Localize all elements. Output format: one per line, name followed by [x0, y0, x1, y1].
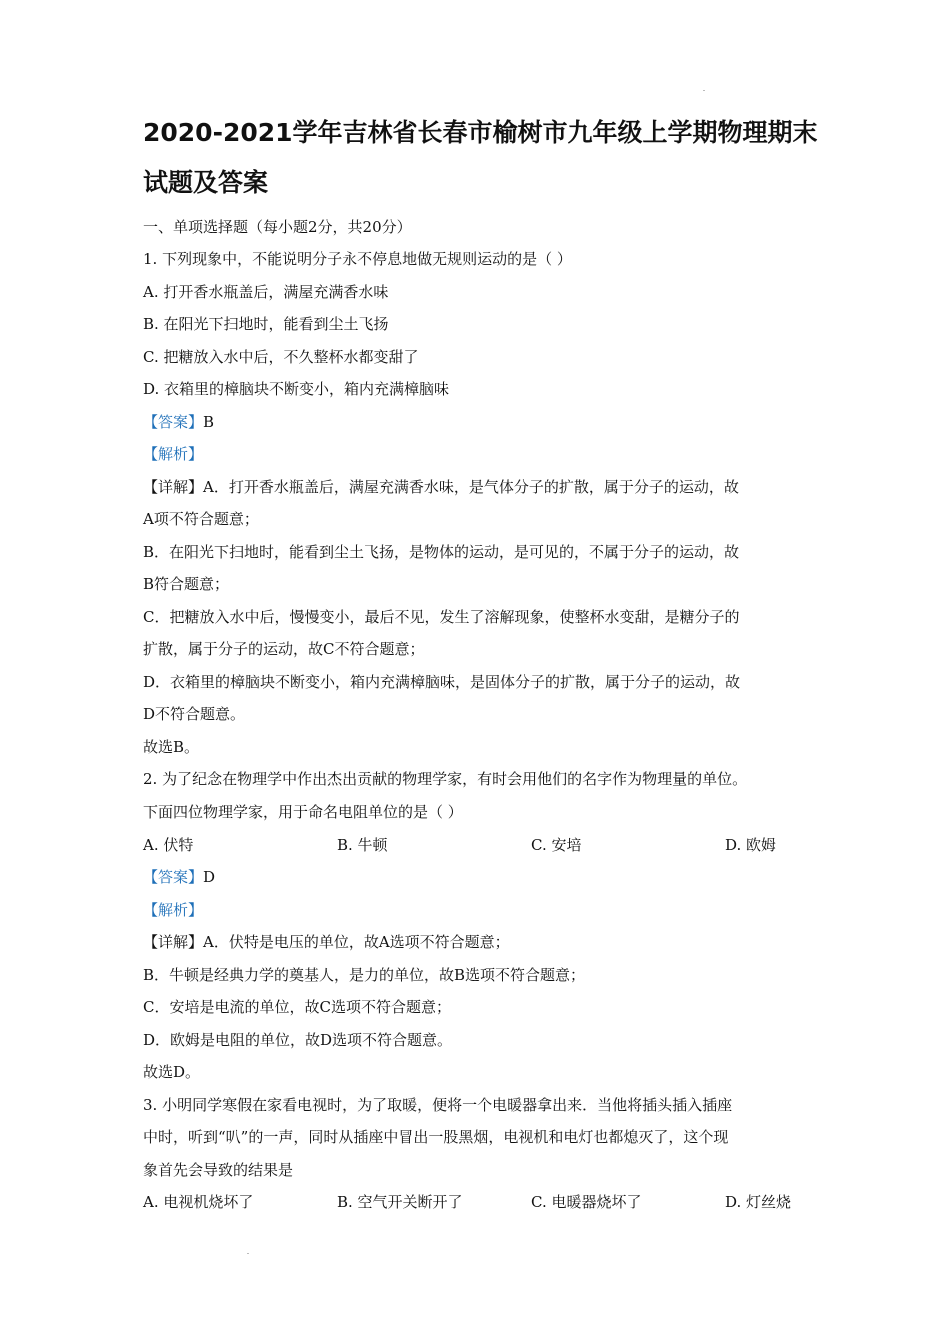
q3-option-a: A. 电视机烧坏了	[143, 1193, 254, 1211]
q1-detail-line: A项不符合题意；	[143, 510, 259, 528]
document-title-line-1: 2020-2021学年吉林省长春市榆树市九年级上学期物理期末	[143, 118, 818, 147]
q2-answer-value: D	[203, 868, 216, 886]
q3-stem-line: 中时，听到“叭”的一声，同时从插座中冒出一股黑烟，电视机和电灯也都熄灭了，这个现	[143, 1128, 729, 1146]
q2-option-a: A. 伏特	[143, 836, 194, 854]
section-heading: 一、单项选择题（每小题2分，共20分）	[143, 218, 412, 236]
detail-tag: 【详解】	[143, 478, 204, 496]
q3-stem-line: 象首先会导致的结果是	[143, 1161, 294, 1179]
q1-detail-line	[143, 476, 739, 498]
q1-option-b: B. 在阳光下扫地时，能看到尘土飞扬	[143, 315, 389, 333]
q3-option-d: D. 灯丝烧	[725, 1193, 792, 1211]
q1-detail-text: A．打开香水瓶盖后，满屋充满香水味，是气体分子的扩散，属于分子的运动，故	[203, 478, 739, 496]
q2-option-b: B. 牛顿	[337, 836, 388, 854]
scan-speck	[703, 90, 705, 91]
q1-option-d: D. 衣箱里的樟脑块不断变小，箱内充满樟脑味	[143, 380, 450, 398]
q2-detail-text: A．伏特是电压的单位，故A选项不符合题意；	[203, 933, 510, 951]
q3-option-c: C. 电暖器烧坏了	[531, 1193, 642, 1211]
q2-analysis-tag: 【解析】	[143, 901, 204, 919]
q1-conclusion: 故选B。	[143, 738, 200, 756]
q1-detail-line: B符合题意；	[143, 575, 230, 593]
q1-analysis-tag: 【解析】	[143, 445, 204, 463]
q2-conclusion: 故选D。	[143, 1063, 201, 1081]
q2-detail-line: B．牛顿是经典力学的奠基人，是力的单位，故B选项不符合题意；	[143, 966, 586, 984]
q1-stem: 1. 下列现象中，不能说明分子永不停息地做无规则运动的是（ ）	[143, 250, 572, 268]
q1-detail-line: B．在阳光下扫地时，能看到尘土飞扬，是物体的运动，是可见的，不属于分子的运动，故	[143, 543, 740, 561]
q2-answer	[143, 866, 215, 888]
scan-speck	[247, 1253, 249, 1254]
q2-stem-line: 下面四位物理学家，用于命名电阻单位的是（ ）	[143, 803, 463, 821]
document-title-line-2: 试题及答案	[143, 168, 269, 197]
q3-stem-line: 3. 小明同学寒假在家看电视时，为了取暖，便将一个电暖器拿出来．当他将插头插入插座	[143, 1096, 733, 1114]
q2-option-c: C. 安培	[531, 836, 582, 854]
q1-option-a: A. 打开香水瓶盖后，满屋充满香水味	[143, 283, 389, 301]
q1-detail-line: D．衣箱里的樟脑块不断变小，箱内充满樟脑味，是固体分子的扩散，属于分子的运动，故	[143, 673, 741, 691]
q3-option-b: B. 空气开关断开了	[337, 1193, 463, 1211]
q2-stem-line: 2. 为了纪念在物理学中作出杰出贡献的物理学家，有时会用他们的名字作为物理量的单位。	[143, 770, 748, 788]
q1-option-c: C. 把糖放入水中后，不久整杯水都变甜了	[143, 348, 419, 366]
q1-detail-line: D不符合题意。	[143, 705, 246, 723]
q1-answer	[143, 411, 214, 433]
q2-detail-line: C．安培是电流的单位，故C选项不符合题意；	[143, 998, 451, 1016]
q1-detail-line: 扩散，属于分子的运动，故C不符合题意；	[143, 640, 425, 658]
q2-detail-line	[143, 931, 510, 953]
q1-answer-value: B	[203, 413, 215, 431]
detail-tag: 【详解】	[143, 933, 204, 951]
q2-option-d: D. 欧姆	[725, 836, 777, 854]
answer-tag: 【答案】	[143, 868, 204, 886]
q1-detail-line: C．把糖放入水中后，慢慢变小，最后不见，发生了溶解现象，使整杯水变甜，是糖分子的	[143, 608, 740, 626]
q2-detail-line: D．欧姆是电阻的单位，故D选项不符合题意。	[143, 1031, 453, 1049]
answer-tag: 【答案】	[143, 413, 204, 431]
